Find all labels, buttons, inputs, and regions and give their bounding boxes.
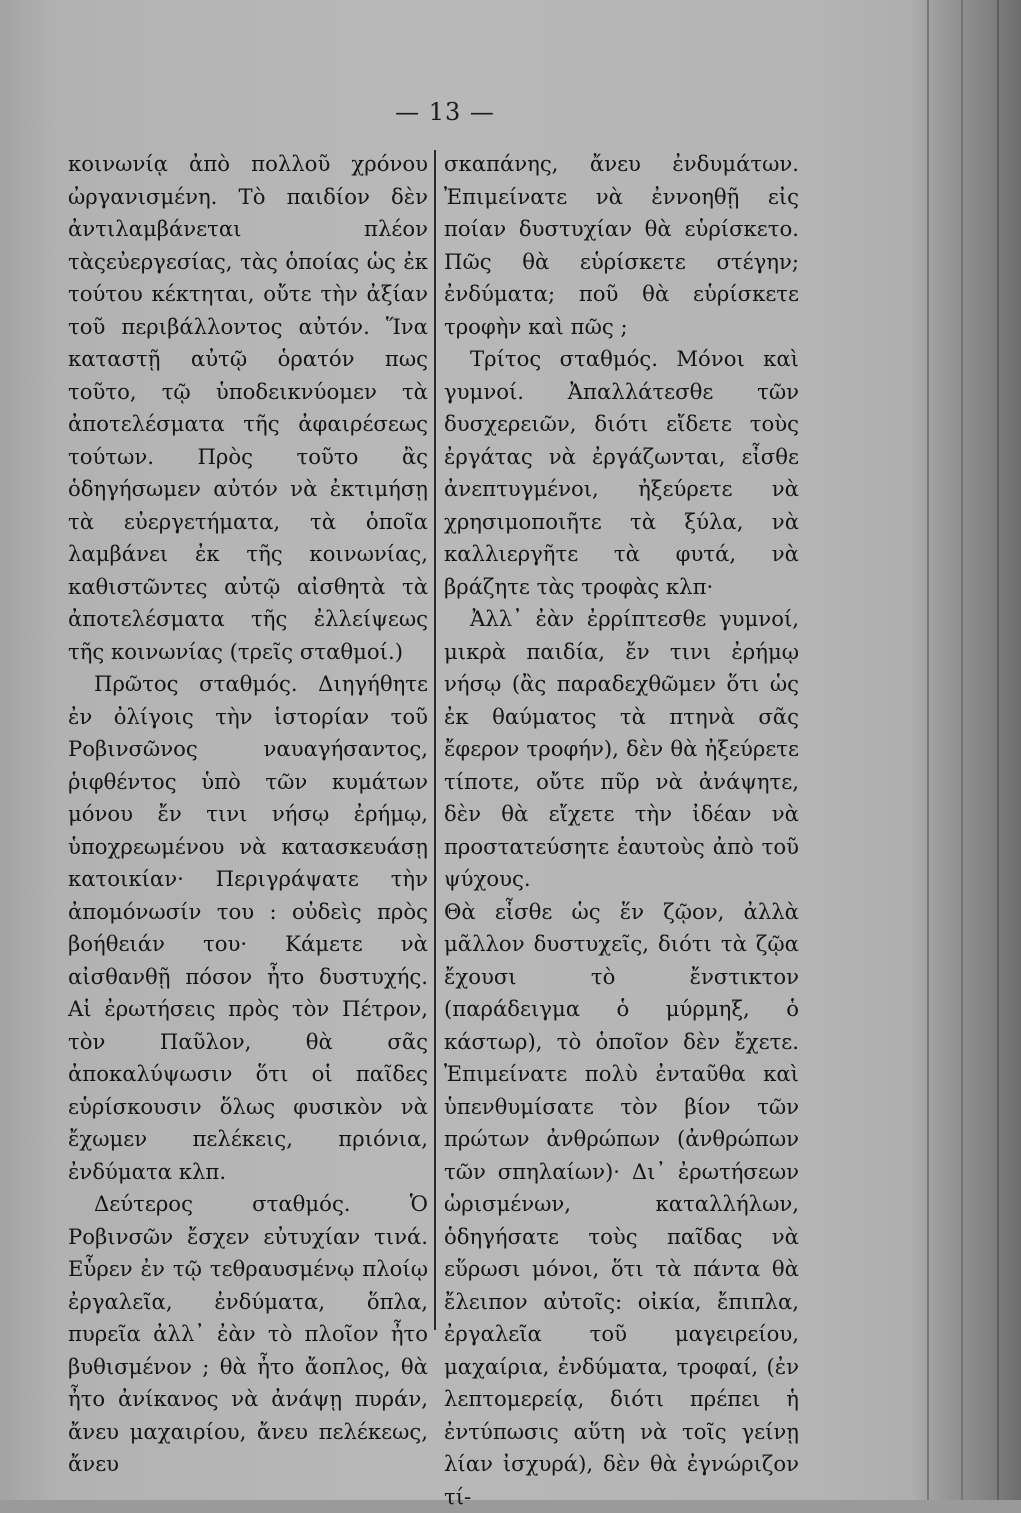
paragraph: Δεύτερος σταθμός. Ὁ Ροβινσῶν ἔσχεν εὐτυχίαν τινά. Εὗρεν ἐν τῷ τεθραυσμένῳ πλοίῳ ἐργαλεῖα, ἐνδύματα, ὅπλα, πυρεῖα ἀλλ᾽ ἐὰν τὸ πλοῖον ἦτο βυθισμένον ; θὰ ἦτο ἄοπλος, θὰ ἦτο ἀνίκανος νὰ ἀνάψῃ πυράν, ἄνευ μαχαιρίου, ἄνευ πελέκεως, ἄνευ (68, 1188, 428, 1481)
paragraph: Ἀλλ᾽ ἐὰν ἐρρίπτεσθε γυμνοί, μικρὰ παιδία, ἔν τινι ἐρήμῳ νήσῳ (ἂς παραδεχθῶμεν ὅτι ὡς ἐκ θαύματος τὰ πτηνὰ σᾶς ἔφερον τροφήν), δὲν θὰ ἠξεύρετε τίποτε, οὔτε πῦρ νὰ ἀνάψητε, δὲν θὰ εἴχετε τὴν ἰδέαν νὰ προστατεύσητε ἑαυτοὺς ἀπὸ τοῦ ψύχους. (444, 603, 799, 896)
paragraph: Τρίτος σταθμός. Μόνοι καὶ γυμνοί. Ἀπαλλάτεσθε τῶν δυσχερειῶν, διότι εἴδετε τοὺς ἐργάτας νὰ ἐργάζωνται, εἶσθε ἀνεπτυγμένοι, ἠξεύρετε νὰ χρησιμοποιῆτε τὰ ξύλα, νὰ καλλιεργῆτε τὰ φυτά, νὰ βράζητε τὰς τροφὰς κλπ· (444, 343, 799, 603)
paragraph: κοινωνίᾳ ἀπὸ πολλοῦ χρόνου ὠργανισμένη. Τὸ παιδίον δὲν ἀντιλαμβάνεται πλέον τὰςεὐεργεσίας, τὰς ὁποίας ὡς ἐκ τούτου κέκτηται, οὔτε τὴν ἀξίαν τοῦ περιβάλλοντος αὐτόν. Ἵνα καταστῇ αὐτῷ ὁρατόν πως τοῦτο, τῷ ὑποδεικνύομεν τὰ ἀποτελέσματα τῆς ἀφαιρέσεως τούτων. Πρὸς τοῦτο ἂς ὁδηγήσωμεν αὐτόν νὰ ἐκτιμήσῃ τὰ εὐεργετήματα, τὰ ὁποῖα λαμβάνει ἐκ τῆς κοινωνίας, καθιστῶντες αὐτῷ αἰσθητὰ τὰ ἀποτελέσματα τῆς ἐλλείψεως τῆς κοινωνίας (τρεῖς σταθμοί.) (68, 148, 428, 668)
page-crease (927, 0, 929, 1500)
paragraph: Πρῶτος σταθμός. Διηγήθητε ἐν ὀλίγοις τὴν ἱστορίαν τοῦ Ροβινσῶνος ναυαγήσαντος, ῥιφθέντος ὑπὸ τῶν κυμάτων μόνου ἔν τινι νήσῳ ἐρήμῳ, ὑποχρεωμένου νὰ κατασκευάσῃ κατοικίαν· Περιγράψατε τὴν ἀπομόνωσίν του : οὐδεὶς πρὸς βοήθειάν του· Κάμετε νὰ αἰσθανθῇ πόσον ἦτο δυστυχής. Αἱ ἐρωτήσεις πρὸς τὸν Πέτρον, τὸν Παῦλον, θὰ σᾶς ἀποκαλύψωσιν ὅτι οἱ παῖδες εὑρίσκουσιν ὅλως φυσικὸν νὰ ἔχωμεν πελέκεις, πριόνια, ἐνδύματα κλπ. (68, 668, 428, 1188)
left-column (68, 148, 428, 1481)
page-crease (961, 0, 963, 1500)
right-column (444, 148, 799, 1513)
page-number: — 13 — (0, 98, 890, 126)
paragraph: Θὰ εἶσθε ὡς ἕν ζῷον, ἀλλὰ μᾶλλον δυστυχεῖς, διότι τὰ ζῷα ἔχουσι τὸ ἔνστικτον (παράδειγμα ὁ μύρμηξ, ὁ κάστωρ), τὸ ὁποῖον δὲν ἔχετε. Ἐπιμείνατε πολὺ ἐνταῦθα καὶ ὑπενθυμίσατε τὸν βίον τῶν πρώτων ἀνθρώπων (ἀνθρώπων τῶν σπηλαίων)· Δι᾽ ἐρωτήσεων ὡρισμένων, καταλλήλων, ὁδηγήσατε τοὺς παῖδας νὰ εὕρωσι μόνοι, ὅτι τὰ πάντα θὰ ἔλειπον αὐτοῖς: οἰκία, ἔπιπλα, ἐργαλεῖα τοῦ μαγειρείου, μαχαίρια, ἐνδύματα, τροφαί, (ἐν λεπτομερείᾳ, διότι πρέπει ἡ ἐντύπωσις αὕτη νὰ τοῖς γείνῃ λίαν ἰσχυρά), δὲν θὰ ἐγνώριζον τί- (444, 896, 799, 1513)
page-crease (997, 0, 999, 1500)
column-divider (434, 150, 436, 1330)
paragraph: σκαπάνης, ἄνευ ἐνδυμάτων. Ἐπιμείνατε νὰ ἐννοηθῇ εἰς ποίαν δυστυχίαν θὰ εὑρίσκετο. Πῶς θὰ εὑρίσκετε στέγην; ἐνδύματα; ποῦ θὰ εὑρίσκετε τροφὴν καὶ πῶς ; (444, 148, 799, 343)
